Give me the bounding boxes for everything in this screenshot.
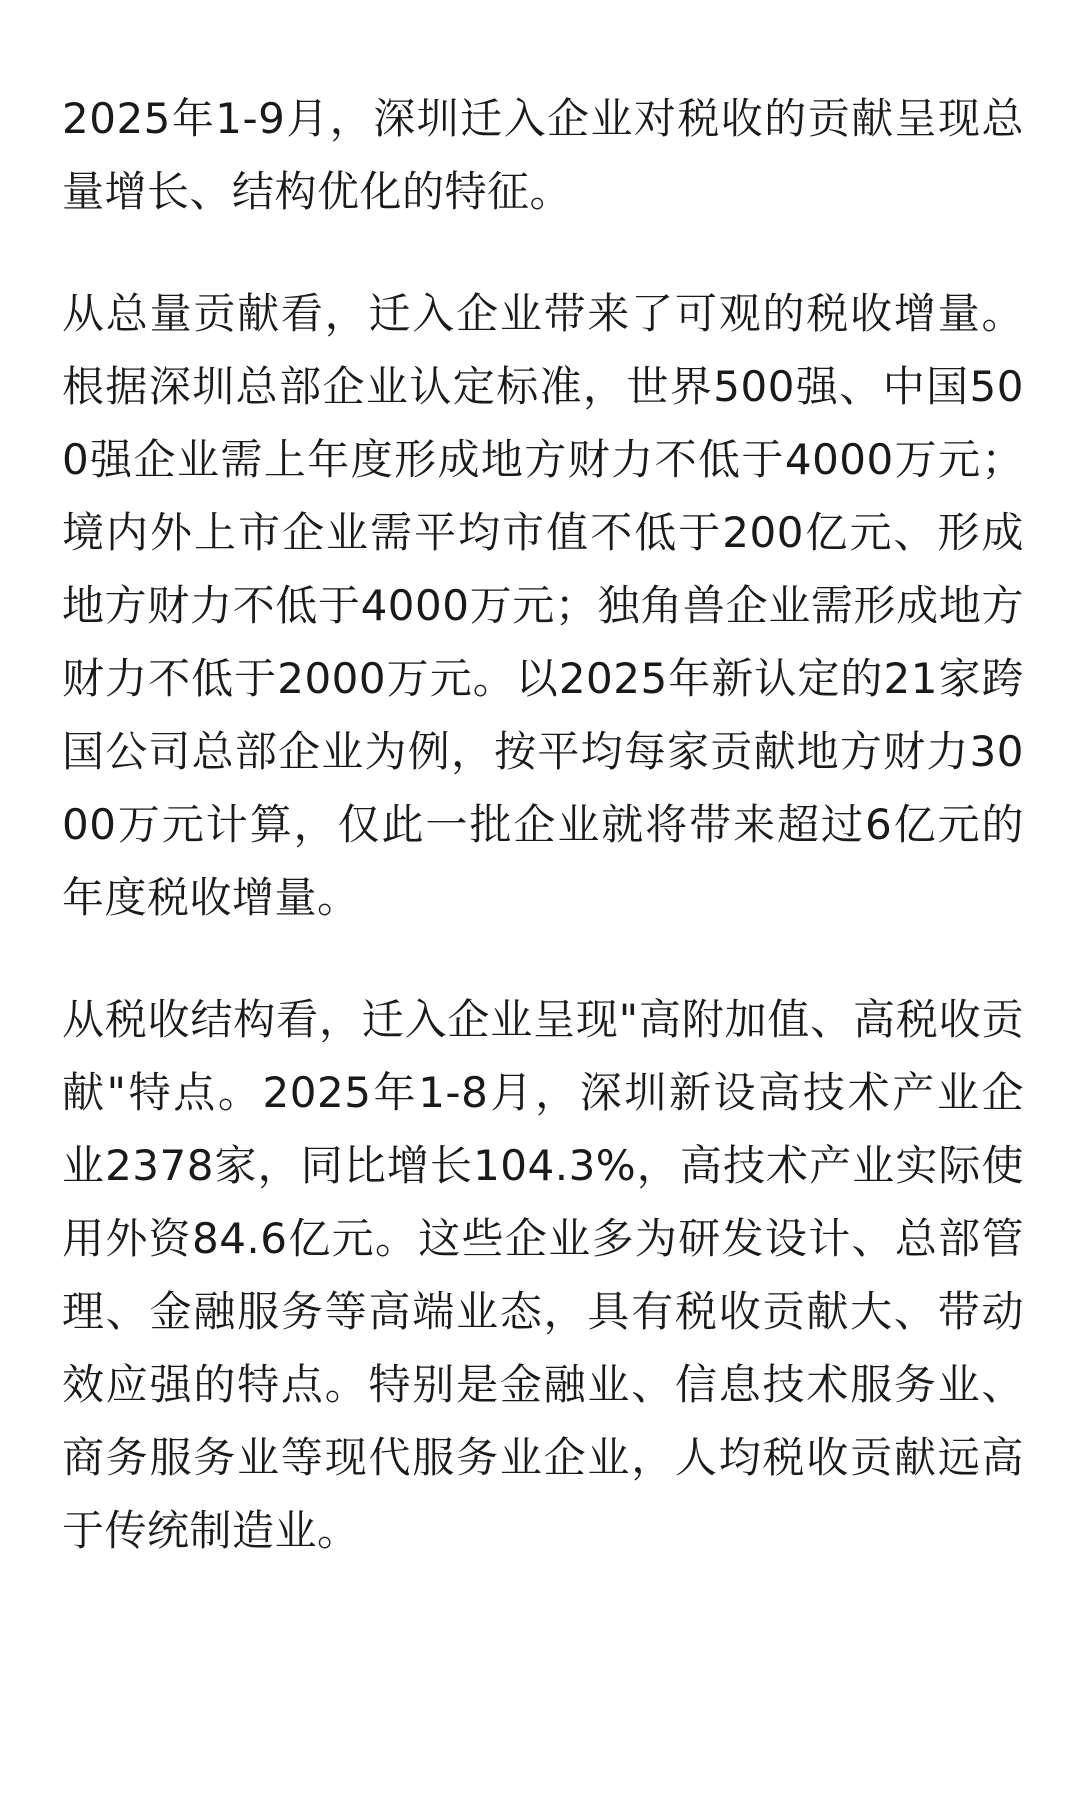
article-body	[62, 82, 1024, 1567]
paragraph-intro: 2025年1-9月，深圳迁入企业对税收的贡献呈现总量增长、结构优化的特征。	[62, 94, 1024, 216]
paragraph-tax-structure: 从税收结构看，迁入企业呈现"高附加值、高税收贡献"特点。2025年1-8月，深圳新设高技术产业企业2378家，同比增长104.3%，高技术产业实际使用外资84.6亿元。这些企业多为研发设计、总部管理、金融服务等高端业态，具有税收贡献大、带动效应强的特点。特别是金融业、信息技术服务业、商务服务业等现代服务业企业，人均税收贡献远高于传统制造业。	[62, 995, 1024, 1555]
paragraph-total-contribution: 从总量贡献看，迁入企业带来了可观的税收增量。根据深圳总部企业认定标准，世界500强、中国500强企业需上年度形成地方财力不低于4000万元；境内外上市企业需平均市值不低于200亿元、形成地方财力不低于4000万元；独角兽企业需形成地方财力不低于2000万元。以2025年新认定的21家跨国公司总部企业为例，按平均每家贡献地方财力3000万元计算，仅此一批企业就将带来超过6亿元的年度税收增量。	[62, 289, 1024, 922]
